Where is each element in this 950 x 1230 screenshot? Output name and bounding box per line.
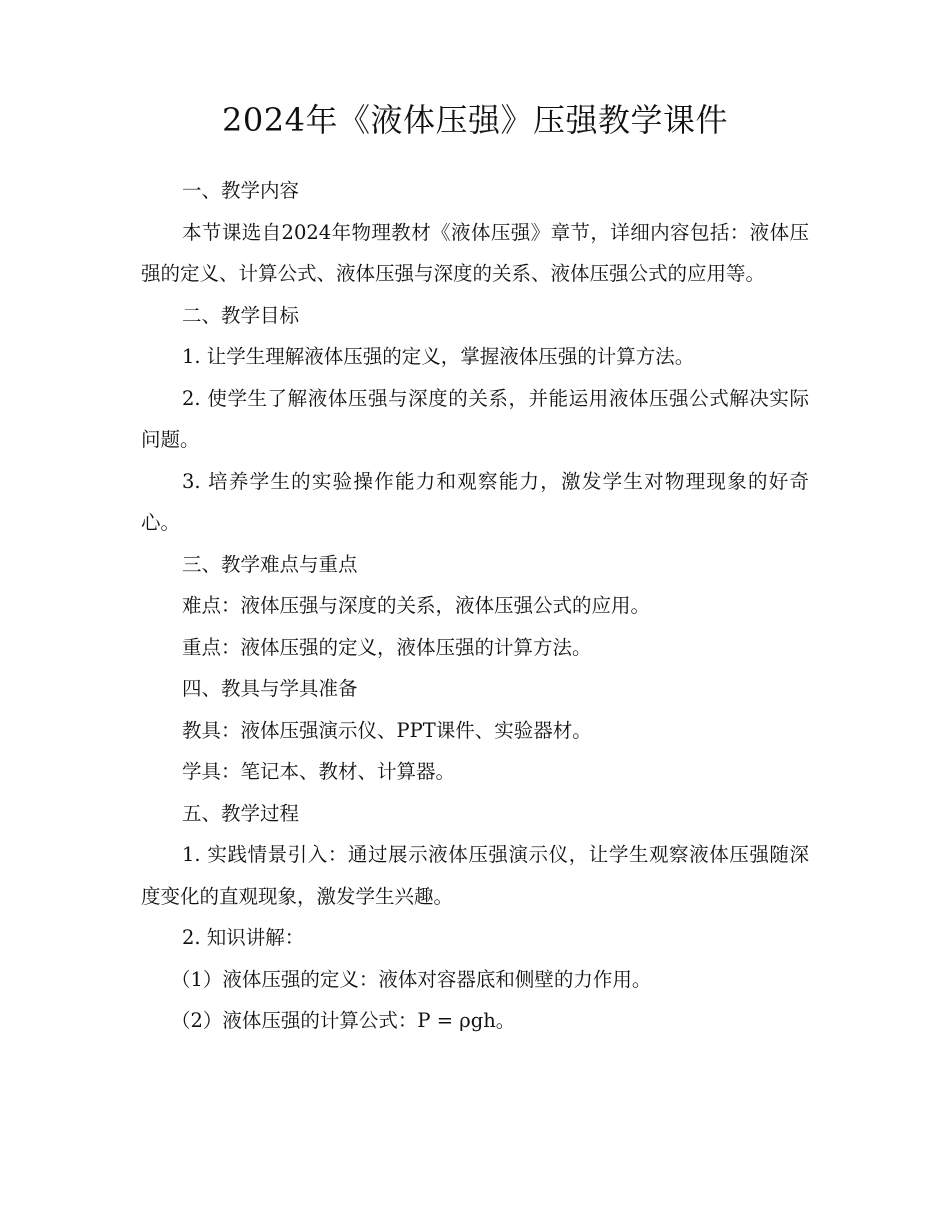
teaching-tools-paragraph: 教具：液体压强演示仪、PPT课件、实验器材。: [182, 718, 592, 742]
objective-item-1: 1. 让学生理解液体压强的定义，掌握液体压强的计算方法。: [182, 345, 695, 368]
difficulty-paragraph: 难点：液体压强与深度的关系，液体压强公式的应用。: [182, 594, 651, 617]
section-heading-tools: 四、教具与学具准备: [182, 677, 358, 700]
process-item-1: 1. 实践情景引入：通过展示液体压强演示仪，让学生观察液体压强随深度变化的直观现象，激发学生兴趣。: [141, 843, 809, 908]
student-tools-paragraph: 学具：笔记本、教材、计算器。: [182, 760, 456, 783]
document-body: [141, 170, 809, 1042]
document-title: 2024年《液体压强》压强教学课件: [222, 101, 728, 139]
process-subitem-1: （1）液体压强的定义：液体对容器底和侧壁的力作用。: [171, 967, 652, 991]
paragraph-content: 本节课选自2024年物理教材《液体压强》章节，详细内容包括：液体压强的定义、计算公式、液体压强与深度的关系、液体压强公式的应用等。: [141, 220, 809, 285]
objective-item-3: 3. 培养学生的实验操作能力和观察能力，激发学生对物理现象的好奇心。: [141, 469, 809, 534]
process-subitem-2: （2）液体压强的计算公式：P = ρgh。: [171, 1009, 516, 1032]
section-heading-objectives: 二、教学目标: [182, 303, 300, 327]
section-heading-content: 一、教学内容: [182, 179, 300, 202]
key-point-paragraph: 重点：液体压强的定义，液体压强的计算方法。: [182, 635, 592, 659]
section-heading-difficulties: 三、教学难点与重点: [182, 552, 358, 576]
objective-item-2: 2. 使学生了解液体压强与深度的关系，并能运用液体压强公式解决实际问题。: [141, 386, 809, 451]
section-heading-process: 五、教学过程: [182, 801, 300, 825]
process-item-2: 2. 知识讲解：: [182, 926, 305, 949]
